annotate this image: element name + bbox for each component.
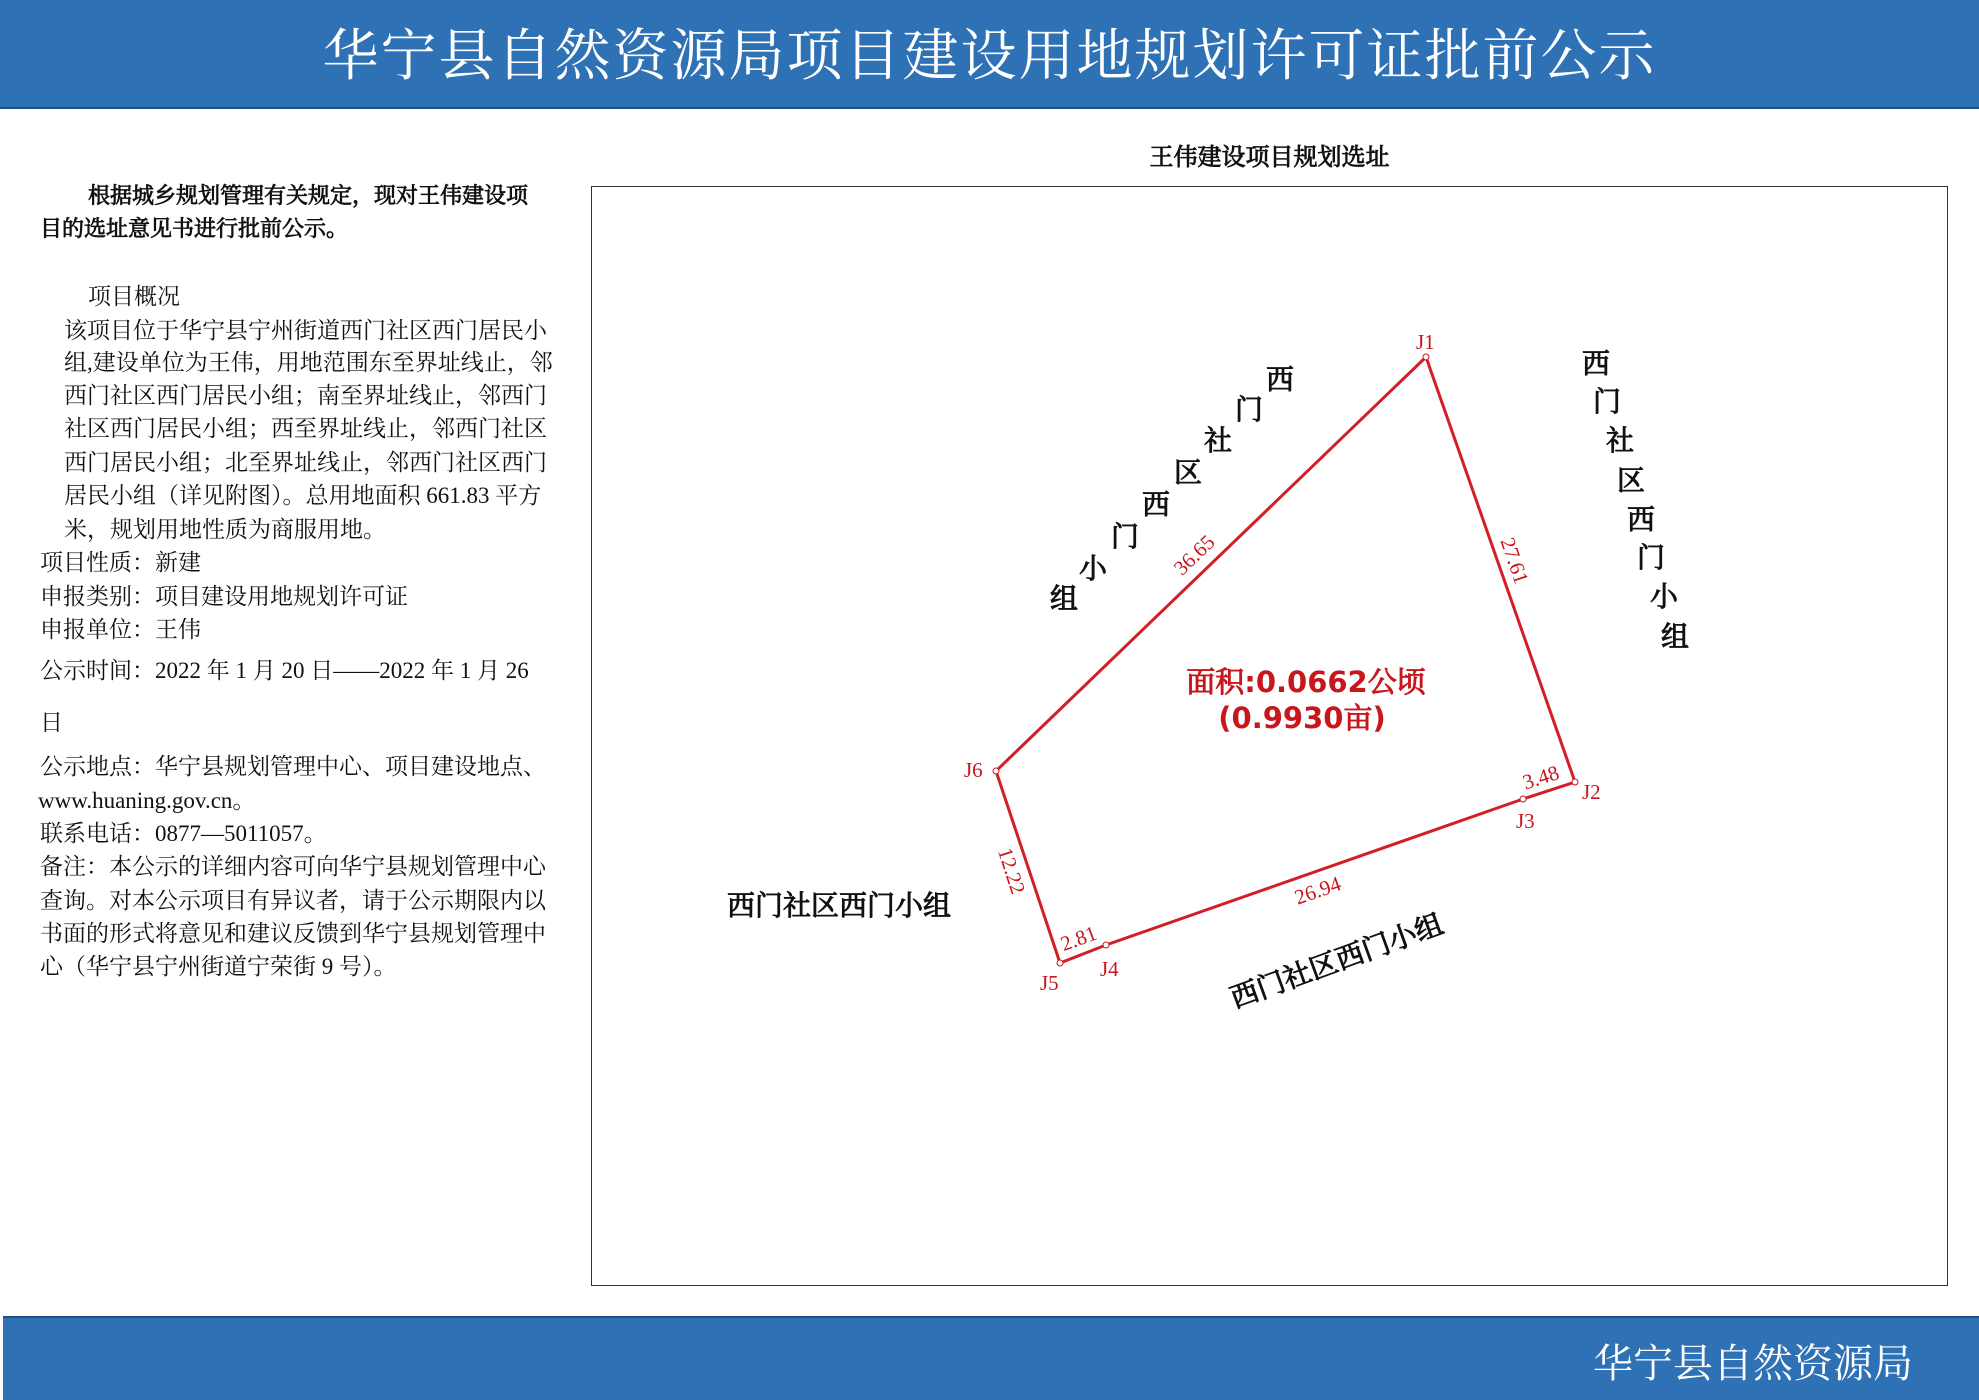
boundary-vertices — [993, 354, 1578, 966]
notice-period: 公示时间：2022 年 1 月 20 日——2022 年 1 月 26 — [40, 658, 529, 683]
overview-line: 居民小组（详见附图）。总用地面积 661.83 平方 — [64, 483, 542, 508]
distance-j2-j3: 3.48 — [1519, 760, 1563, 795]
distance-j1-j2: 27.61 — [1495, 534, 1534, 587]
neighbor-label-char: 门 — [1234, 393, 1264, 426]
footer-org-name: 华宁县自然资源局 — [1593, 1341, 1913, 1387]
remark-line: 书面的形式将意见和建议反馈到华宁县规划管理中 — [40, 921, 546, 946]
neighbor-label-char: 社 — [1605, 424, 1635, 457]
overview-line: 西门居民小组；北至界址线止，邻西门社区西门 — [64, 450, 547, 475]
vertex-j3 — [1520, 796, 1526, 802]
vertex-j5 — [1057, 960, 1063, 966]
neighbor-west: 西门社区西门小组 — [726, 889, 952, 922]
overview-line: 社区西门居民小组；西至界址线止，邻西门社区 — [64, 416, 547, 441]
remark-line: 心（华宁县宁州街道宁荣街 9 号）。 — [40, 954, 397, 979]
neighbor-label-char: 区 — [1173, 456, 1203, 489]
map-title: 王伟建设项目规划选址 — [1149, 143, 1390, 171]
label-j2: J2 — [1582, 780, 1601, 804]
distance-j6-j1: 36.65 — [1168, 529, 1220, 581]
neighbor-label-char: 组 — [1049, 582, 1079, 615]
overview-line: 组,建设单位为王伟，用地范围东至界址线止，邻 — [64, 350, 553, 375]
area-mu: (0.9930亩) — [1218, 701, 1386, 735]
intro-line: 目的选址意见书进行批前公示。 — [40, 217, 349, 242]
overview-heading: 项目概况 — [88, 284, 180, 309]
application-category: 申报类别：项目建设用地规划许可证 — [40, 584, 408, 609]
neighbor-label-char: 门 — [1636, 541, 1666, 574]
vertex-j4 — [1103, 942, 1109, 948]
overview-line: 米，规划用地性质为商服用地。 — [64, 517, 386, 542]
label-j5: J5 — [1040, 971, 1059, 995]
intro-line: 根据城乡规划管理有关规定，现对王伟建设项 — [88, 184, 529, 209]
label-j1: J1 — [1416, 330, 1435, 354]
site-boundary — [996, 357, 1575, 963]
applicant: 申报单位：王伟 — [40, 617, 201, 642]
overview-line: 该项目位于华宁县宁州街道西门社区西门居民小 — [64, 318, 547, 343]
neighbor-label-char: 社 — [1203, 424, 1233, 457]
neighbor-south: 西门社区西门小组 — [1225, 907, 1448, 1015]
distance-j3-j4: 26.94 — [1291, 871, 1344, 910]
vertex-j2 — [1572, 779, 1578, 785]
neighbor-label-char: 区 — [1616, 464, 1646, 497]
notice-location: 公示地点：华宁县规划管理中心、项目建设地点、 — [40, 754, 546, 779]
vertex-j6 — [993, 768, 999, 774]
project-nature: 项目性质：新建 — [40, 550, 201, 575]
distance-j5-j6: 12.22 — [992, 844, 1031, 898]
neighbor-label-char: 门 — [1110, 520, 1140, 553]
neighbor-label-char: 西 — [1141, 488, 1171, 521]
page-title: 华宁县自然资源局项目建设用地规划许可证批前公示 — [322, 24, 1657, 89]
neighbor-label-char: 小 — [1078, 552, 1108, 585]
neighbor-label-char: 门 — [1592, 385, 1622, 418]
neighbor-north — [1050, 363, 1294, 615]
label-j6: J6 — [964, 758, 983, 782]
contact-phone: 联系电话：0877—5011057。 — [40, 821, 327, 846]
footer-bar — [3, 1316, 1979, 1400]
neighbor-label-char: 小 — [1649, 580, 1679, 613]
neighbor-label-char: 组 — [1660, 620, 1690, 653]
overview-line: 西门社区西门居民小组；南至界址线止，邻西门 — [64, 383, 547, 408]
neighbor-label-char: 西 — [1626, 503, 1656, 536]
remark-line: 查询。对本公示项目有异议者，请于公示期限内以 — [40, 888, 546, 913]
vertex-j1 — [1423, 354, 1429, 360]
notice-period: 日 — [40, 710, 63, 735]
neighbor-label-char: 西 — [1581, 347, 1611, 380]
neighbor-label-char: 西 — [1265, 363, 1295, 396]
remark-line: 备注：本公示的详细内容可向华宁县规划管理中心 — [40, 854, 546, 879]
area-hectares: 面积:0.0662公顷 — [1186, 665, 1426, 699]
label-j4: J4 — [1100, 957, 1119, 981]
distance-j4-j5: 2.81 — [1057, 920, 1100, 956]
website-link[interactable]: www.huaning.gov.cn。 — [38, 788, 256, 813]
label-j3: J3 — [1516, 809, 1535, 833]
neighbor-east — [1582, 347, 1689, 653]
